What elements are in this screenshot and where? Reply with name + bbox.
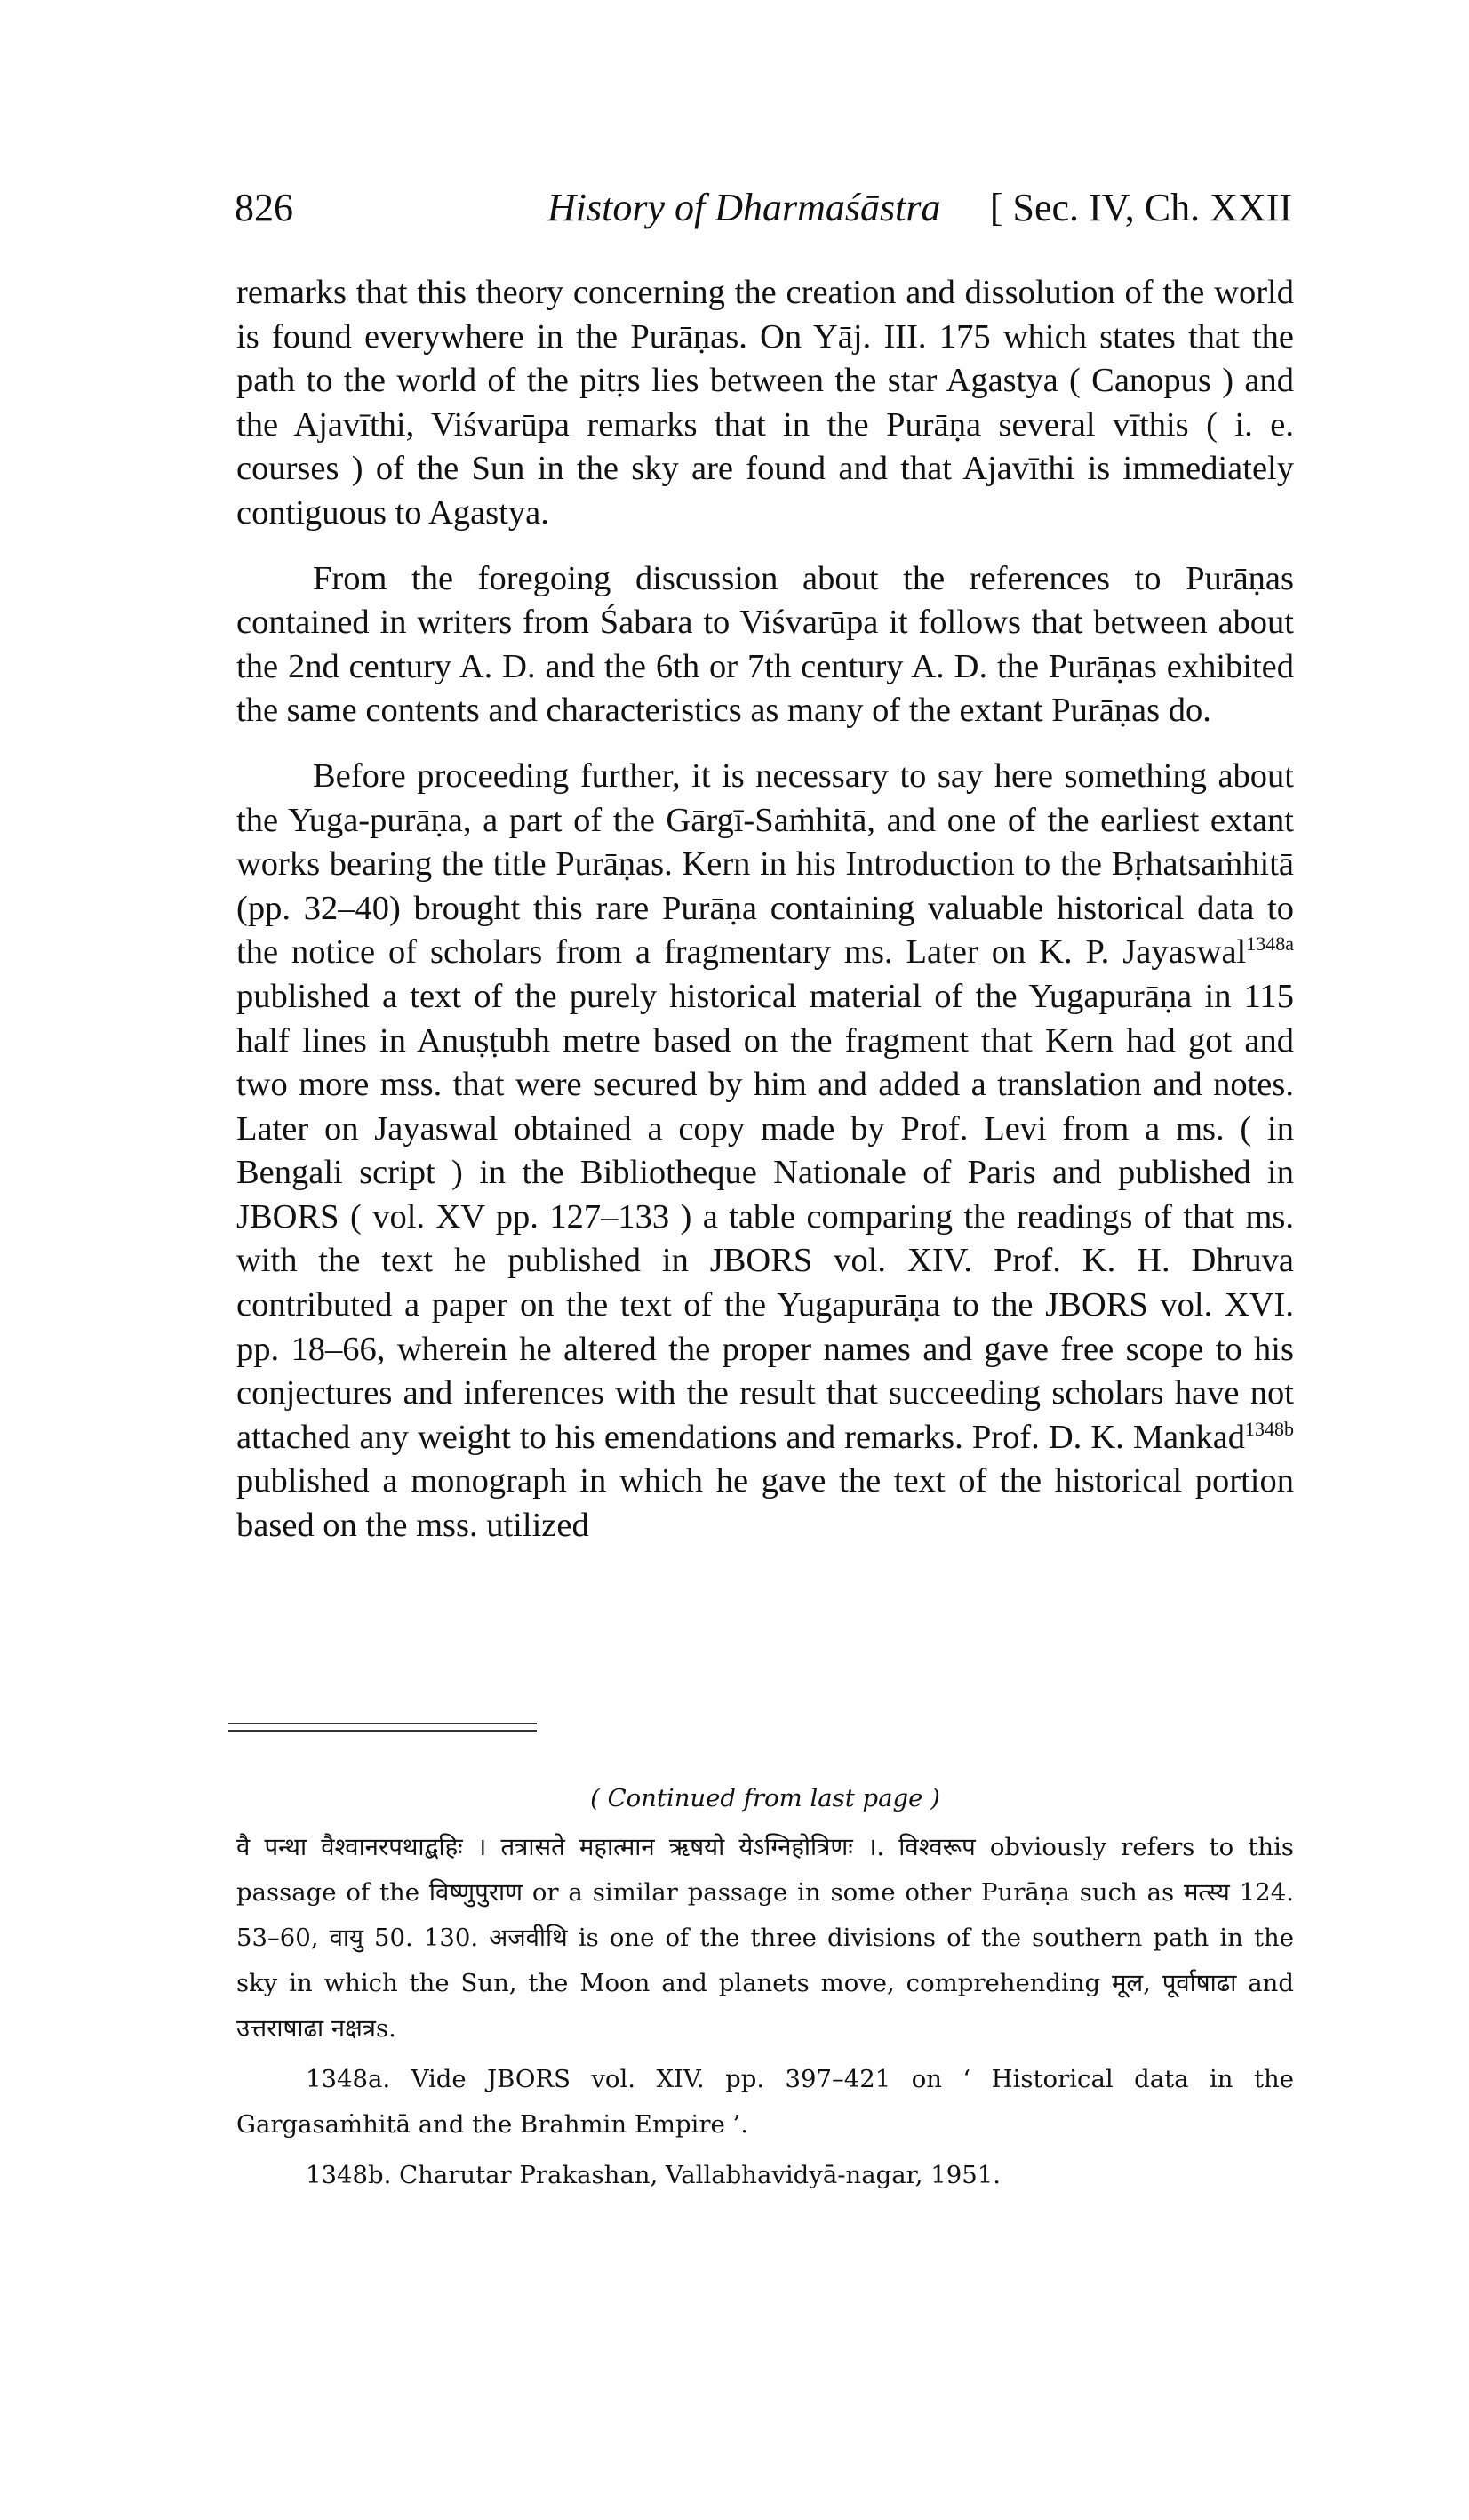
footnote-divider xyxy=(228,1723,537,1724)
footnote-continued: वै पन्था वैश्वानरपथाद्बहिः । तत्रासते महात्मान ऋषयो येऽग्निहोत्रिणः ।. विश्वरूप obviously refers to this passage of the विष्णुपुराण or a similar passage in some other Purāṇa such as मत्स्य 124. 53–60, वायु 50. 130. अजवीथि is one of the three divisions of the southern path in the sky in which the Sun, the Moon and planets move, comprehending मूल, पूर्वाषाढा and उत्तराषाढा नक्षत्रs. xyxy=(236,1833,1294,2043)
section-reference: [ Sec. IV, Ch. XXII xyxy=(989,186,1292,229)
paragraph-3-part-1: Before proceeding further, it is necessary to say here something about the Yuga-purāṇa, a part of the Gārgī-Saṁhitā, and one of the earliest extant works bearing the title Purāṇas. Kern in his Introduction to the Bṛhatsaṁhitā (pp. 32–40) brought this rare Purāṇa containing valuable historical data to the notice of scholars from a fragmentary ms. Later on K. P. Jayaswal xyxy=(236,756,1294,972)
paragraph-1: remarks that this theory concerning the creation and dissolution of the world is found everywhere in the Purāṇas. On Yāj. III. 175 which states that the path to the world of the pitṛs lies between the star Agastya ( Canopus ) and the Ajavīthi, Viśvarūpa remarks that in the Purāṇa several vīthis ( i. e. courses ) of the Sun in the sky are found and that Ajavīthi is immediately contiguous to Agastya. xyxy=(236,274,1294,532)
paragraph-3-part-2: published a text of the purely historical material of the Yugapurāṇa in 115 half lines in Anuṣṭubh metre based on the fragment that Kern had got and two more mss. that were secured by him and added a translation and notes. Later on Jayaswal obtained a copy made by Prof. Levi from a ms. ( in Bengali script ) in the Bibliotheque Nationale of Paris and published in JBORS ( vol. XV pp. 127–133 ) a table comparing the readings of that ms. with the text he published in JBORS vol. XIV. Prof. K. H. Dhruva contributed a paper on the text of the Yugapurāṇa to the JBORS vol. XVI. pp. 18–66, wherein he altered the proper names and gave free scope to his conjectures and inferences with the result that succeeding scholars have not attached any weight to his emendations and remarks. Prof. D. K. Mankad xyxy=(236,977,1294,1456)
page-number: 826 xyxy=(235,186,293,229)
footnote-divider-second xyxy=(228,1730,537,1732)
main-text xyxy=(236,271,1294,1570)
footnotes xyxy=(236,1776,1294,2198)
paragraph-3-part-3: published a monograph in which he gave the text of the historical portion based on the mss. utilized xyxy=(236,1462,1294,1545)
paragraph-3 xyxy=(236,755,1294,1548)
paragraph-2: From the foregoing discussion about the references to Purāṇas contained in writers from Śabara to Viśvarūpa it follows that between about the 2nd century A. D. and the 6th or 7th century A. D. the Purāṇas exhibited the same contents and characteristics as many of the extant Purāṇas do. xyxy=(236,559,1294,730)
running-header xyxy=(235,185,1292,242)
footnote-1348a: 1348a. Vide JBORS vol. XIV. pp. 397–421 on ‘ Historical data in the Gargasaṁhitā and the Brahmin Empire ’. xyxy=(236,2065,1294,2139)
continued-label: ( Continued from last page ) xyxy=(590,1784,940,1812)
running-title: History of Dharmaśāstra xyxy=(547,186,941,229)
footnote-ref-1348a: 1348a xyxy=(1246,932,1294,956)
footnote-1348b: 1348b. Charutar Prakashan, Vallabhavidyā-nagar, 1951. xyxy=(306,2161,1001,2189)
footnote-ref-1348b: 1348b xyxy=(1245,1417,1294,1440)
